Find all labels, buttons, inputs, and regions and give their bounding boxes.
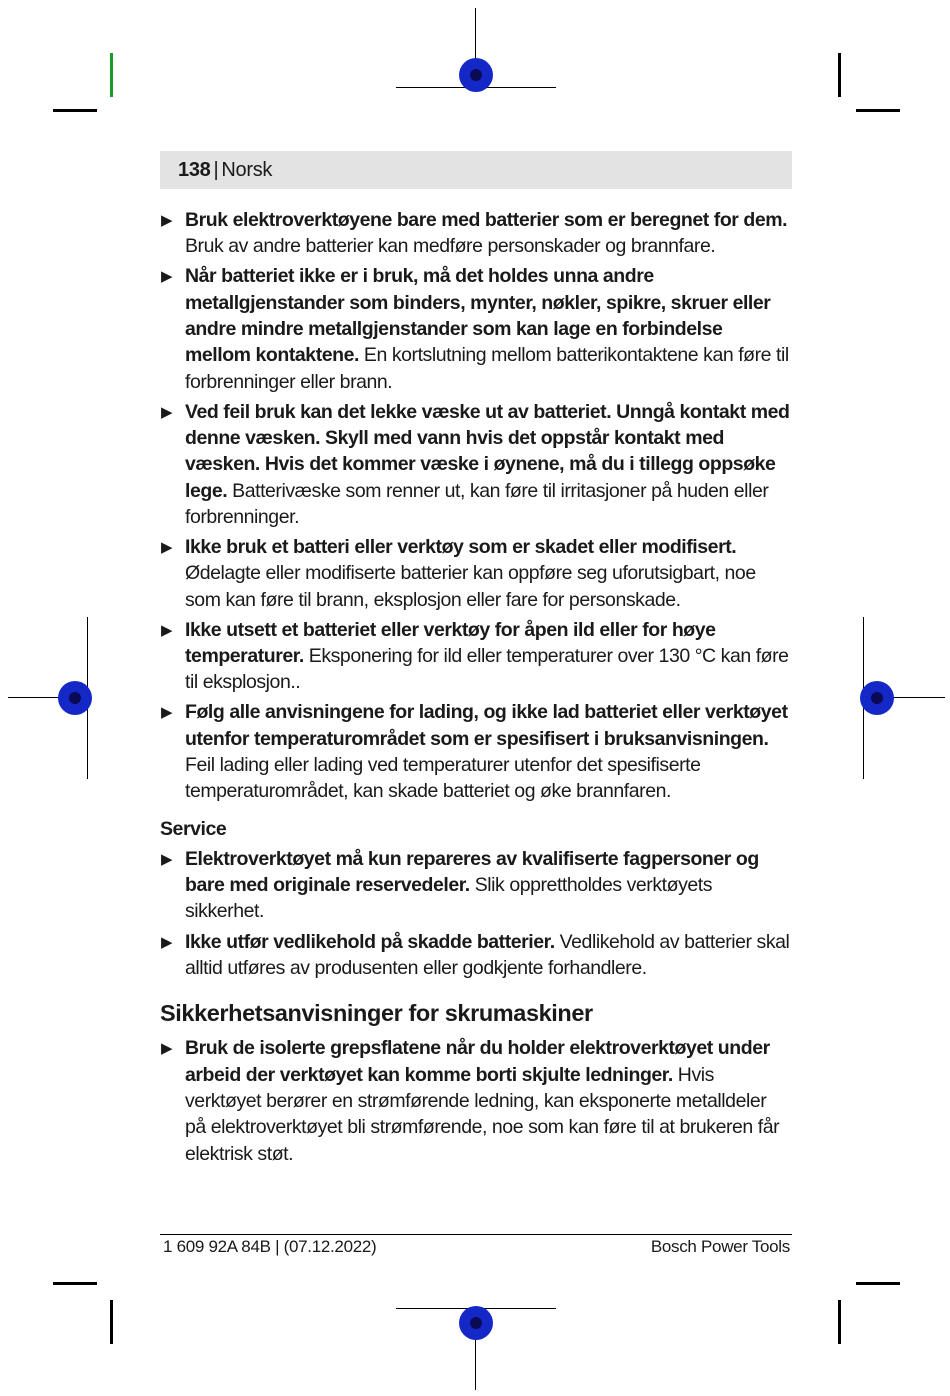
item-bold-text: Ikke bruk et batteri eller verktøy som er skadet eller modifisert. bbox=[185, 535, 737, 558]
item-text: Slik opprettholdes verktøyets sikkerhet. bbox=[185, 874, 713, 923]
registration-mark-top bbox=[459, 58, 493, 92]
service-heading: Service bbox=[160, 817, 227, 840]
bullet-triangle-icon: ▶ bbox=[161, 212, 173, 229]
registration-mark-left bbox=[58, 681, 92, 715]
bullet-triangle-icon: ▶ bbox=[161, 268, 173, 286]
page-number: 138 bbox=[178, 158, 211, 181]
item-bold-text: Ikke utfør vedlikehold på skadde batterier. bbox=[185, 930, 555, 953]
header-separator: | bbox=[213, 158, 219, 181]
item-text: Ødelagte eller modifiserte batterier kan oppføre seg uforutsigbart, noe som kan føre til brann, eksplosjon eller fare for personskade. bbox=[185, 562, 756, 611]
bullet-triangle-icon: ▶ bbox=[161, 704, 173, 722]
screwdriver-safety-heading: Sikkerhetsanvisninger for skrumaskiner bbox=[160, 1000, 593, 1027]
bullet-triangle-icon: ▶ bbox=[161, 850, 173, 868]
footer-document-id: 1 609 92A 84B | (07.12.2022) bbox=[163, 1237, 377, 1256]
bullet-triangle-icon: ▶ bbox=[161, 621, 173, 639]
item-text: Batterivæske som renner ut, kan føre til irritasjoner på huden eller forbrenninger. bbox=[185, 479, 769, 528]
crop-mark-top-right-horizontal bbox=[856, 109, 900, 112]
list-item bbox=[160, 534, 792, 613]
crop-mark-bottom-right-horizontal bbox=[856, 1282, 900, 1285]
bullet-triangle-icon: ▶ bbox=[161, 1040, 173, 1058]
list-item bbox=[160, 846, 792, 925]
item-bold-text: Ved feil bruk kan det lekke væske ut av batteriet. Unngå kontakt med denne væsken. Skyll med vann hvis det oppstår kontakt med væsken. Hvis det kommer væske i øynene, må du i tillegg oppsøke lege. bbox=[185, 400, 790, 502]
item-bold-text: Elektroverktøyet må kun repareres av kvalifiserte fagpersoner og bare med originale reservedeler. bbox=[185, 847, 759, 897]
page-content bbox=[160, 207, 792, 1171]
bullet-triangle-icon: ▶ bbox=[161, 933, 173, 951]
list-item bbox=[160, 207, 792, 260]
item-text: Hvis verktøyet berører en strømførende ledning, kan eksponerte metalldeler på elektroverktøyet bli strømførende, noe som kan føre til at brukeren får elektrisk støt. bbox=[185, 1063, 780, 1165]
page-language: Norsk bbox=[221, 158, 273, 181]
item-text: En kortslutning mellom batterikontaktene kan føre til forbrenninger eller brann. bbox=[185, 344, 789, 393]
crop-mark-bottom-right-vertical bbox=[838, 1300, 841, 1344]
crop-mark-top-left-horizontal bbox=[53, 109, 97, 112]
bullet-triangle-icon: ▶ bbox=[161, 538, 173, 556]
footer-divider bbox=[160, 1234, 792, 1235]
crop-mark-bottom-left-horizontal bbox=[53, 1282, 97, 1285]
crop-mark-top-right-vertical bbox=[838, 53, 841, 97]
item-bold-text: Følg alle anvisningene for lading, og ikke lad batteriet eller verktøyet utenfor temperaturområdet som er spesifisert i bruksanvisningen. bbox=[185, 701, 788, 750]
list-item bbox=[160, 1035, 792, 1166]
list-item bbox=[160, 617, 792, 696]
item-bold-text: Ikke utsett et batteriet eller verktøy for åpen ild eller for høye temperaturer. bbox=[185, 618, 716, 667]
list-item bbox=[160, 263, 792, 394]
item-bold-text: Bruk elektroverktøyene bare med batterier som er beregnet for dem. bbox=[185, 209, 788, 231]
list-item bbox=[160, 929, 792, 982]
list-item bbox=[160, 699, 792, 804]
footer-brand: Bosch Power Tools bbox=[650, 1237, 790, 1256]
crop-mark-bottom-left-vertical bbox=[110, 1300, 113, 1344]
item-bold-text: Bruk de isolerte grepsflatene når du holder elektroverktøyet under arbeid der verktøyet kan komme borti skjulte ledninger. bbox=[185, 1037, 770, 1086]
list-item bbox=[160, 399, 792, 530]
item-text: Bruk av andre batterier kan medføre personskader og brannfare. bbox=[185, 235, 716, 258]
crop-mark-top-left-vertical bbox=[110, 53, 113, 97]
item-text: Vedlikehold av batterier skal alltid utføres av produsenten eller godkjente forhandlere. bbox=[185, 930, 790, 979]
item-bold-text: Når batteriet ikke er i bruk, må det holdes unna andre metallgjenstander som binders, mynter, nøkler, spikre, skruer eller andre mindre metallgjenstander som kan lage en forbindelse mellom kontaktene. bbox=[185, 265, 771, 367]
registration-mark-right bbox=[860, 681, 894, 715]
page-header bbox=[160, 151, 792, 189]
bullet-triangle-icon: ▶ bbox=[161, 403, 173, 421]
registration-mark-bottom bbox=[459, 1306, 493, 1340]
item-text: Eksponering for ild eller temperaturer over 130 °C kan føre til eksplosjon.. bbox=[185, 644, 789, 694]
item-text: Feil lading eller lading ved temperaturer utenfor det spesifiserte temperaturområdet, kan skade batteriet og øke brannfaren. bbox=[185, 753, 701, 803]
